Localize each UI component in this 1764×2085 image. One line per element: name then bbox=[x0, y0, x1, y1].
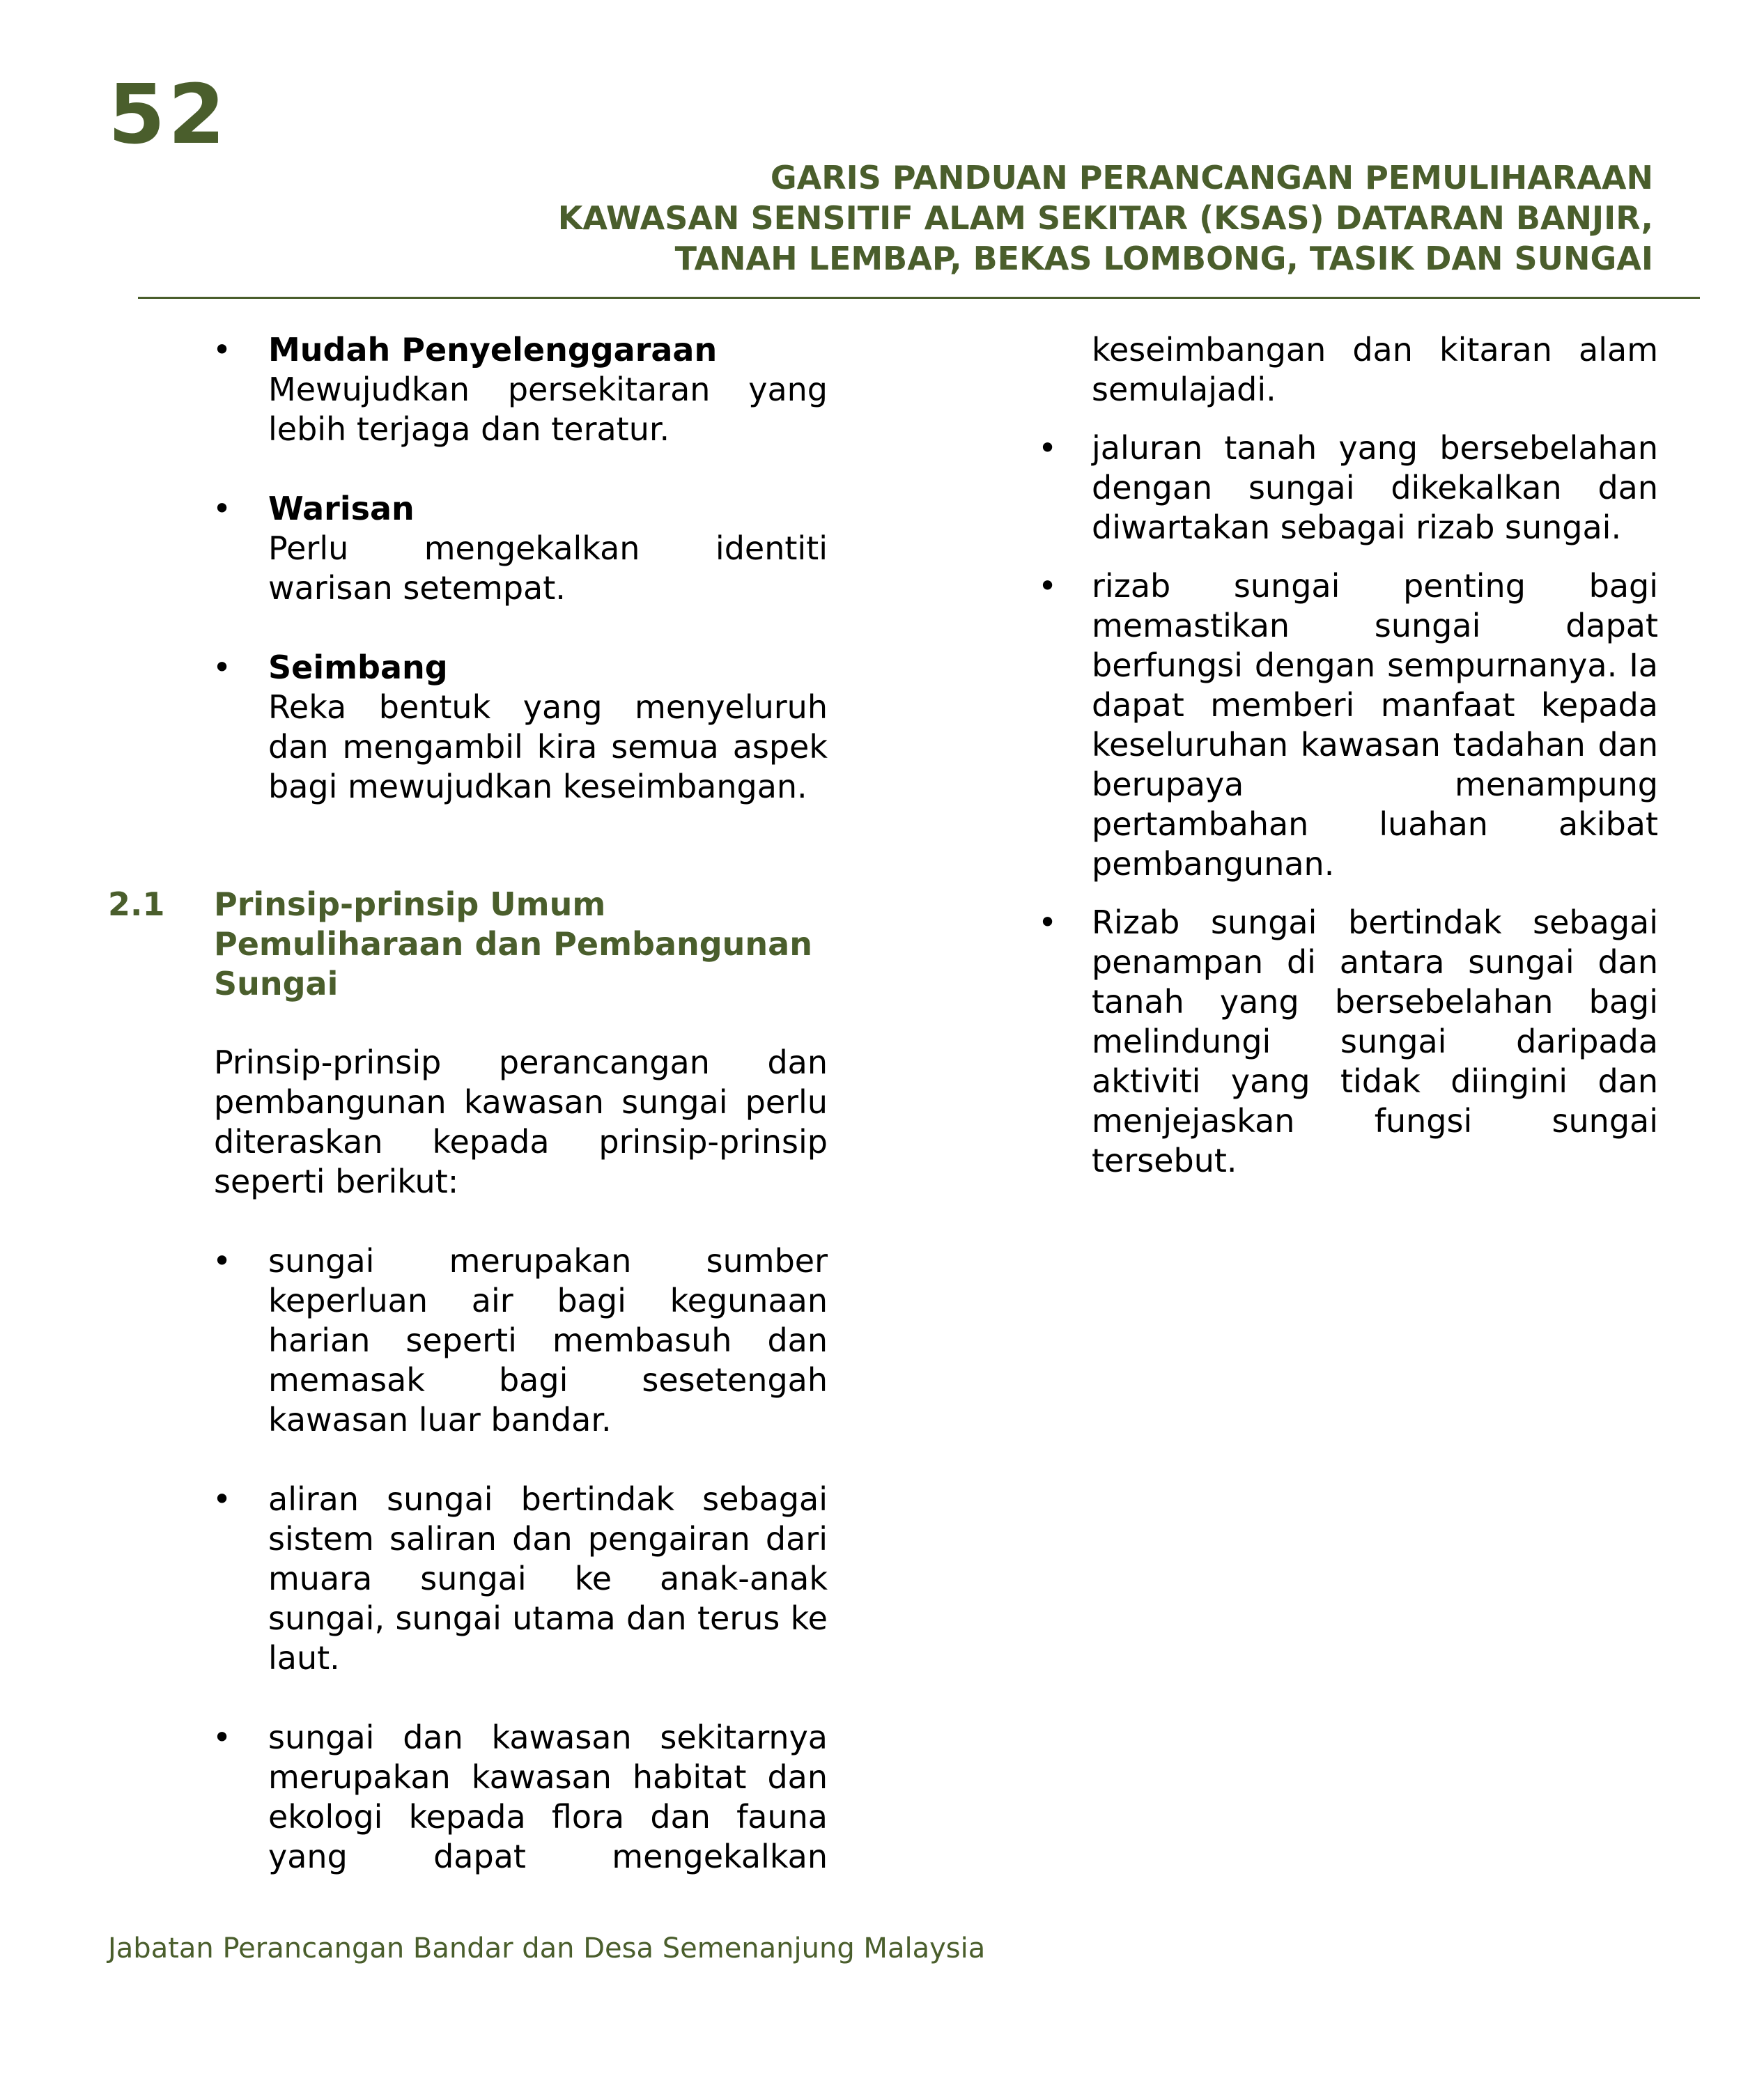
list-item bbox=[1038, 428, 1658, 548]
right-column bbox=[1038, 330, 1658, 1181]
bullet-icon: • bbox=[212, 1242, 232, 1280]
bullet-icon: • bbox=[1038, 904, 1058, 941]
list-item bbox=[1038, 566, 1658, 884]
list-item-text: sungai merupakan sumber keperluan air bagi kegunaan harian seperti membasuh dan memasak bagi sesetengah kawasan luar bandar. bbox=[268, 1242, 828, 1439]
list-item-continuation: keseimbangan dan kitaran alam semulajadi. bbox=[1092, 331, 1658, 408]
principle-item bbox=[108, 330, 828, 449]
document-title bbox=[330, 157, 1653, 279]
list-item-text: rizab sungai penting bagi memastikan sungai dapat berfungsi dengan sempurnanya. Ia dapat memberi manfaat kepada keseluruhan kawasan tadahan dan berupaya menampung pertambahan luahan akibat pembangunan. bbox=[1092, 567, 1658, 883]
document-title-line: KAWASAN SENSITIF ALAM SEKITAR (KSAS) DATARAN BANJIR, bbox=[557, 199, 1653, 237]
section-title: Prinsip-prinsip Umum Pemuliharaan dan Pembangunan Sungai bbox=[214, 885, 812, 1002]
left-column bbox=[108, 330, 828, 1877]
header-divider bbox=[138, 297, 1700, 299]
section-intro: Prinsip-prinsip perancangan dan pembangunan kawasan sungai perlu diteraskan kepada prinsip-prinsip seperti berikut: bbox=[214, 1044, 828, 1200]
list-item bbox=[108, 1480, 828, 1678]
list-item bbox=[1038, 903, 1658, 1181]
section-heading bbox=[108, 885, 828, 1004]
bullet-icon: • bbox=[212, 1719, 232, 1756]
principle-text: Perlu mengekalkan identiti warisan setempat. bbox=[268, 529, 828, 607]
principle-item bbox=[108, 489, 828, 608]
document-title-line: GARIS PANDUAN PERANCANGAN PEMULIHARAAN bbox=[770, 159, 1653, 196]
bullet-icon: • bbox=[1038, 429, 1058, 467]
page-footer: Jabatan Perancangan Bandar dan Desa Semenanjung Malaysia bbox=[108, 1932, 986, 1964]
list-item bbox=[108, 1718, 828, 1877]
section-number: 2.1 bbox=[108, 885, 165, 923]
list-item-text: Rizab sungai bertindak sebagai penampan di antara sungai dan tanah yang bersebelahan bagi melindungi sungai daripada aktiviti yang tidak diingini dan menjejaskan fungsi sungai tersebut. bbox=[1092, 904, 1658, 1179]
bullet-icon: • bbox=[1038, 567, 1058, 605]
list-item-text: sungai dan kawasan sekitarnya merupakan kawasan habitat dan ekologi kepada flora dan fauna yang dapat mengekalkan bbox=[268, 1719, 828, 1875]
bullet-icon: • bbox=[212, 490, 232, 527]
document-title-line: TANAH LEMBAP, BEKAS LOMBONG, TASIK DAN SUNGAI bbox=[674, 240, 1653, 277]
page-number: 52 bbox=[108, 66, 229, 162]
bullet-icon: • bbox=[212, 1480, 232, 1518]
principle-title: Warisan bbox=[268, 490, 415, 527]
principle-text: Reka bentuk yang menyeluruh dan mengambil kira semua aspek bagi mewujudkan keseimbangan. bbox=[268, 688, 828, 805]
principle-item bbox=[108, 648, 828, 807]
list-item bbox=[108, 1241, 828, 1440]
principle-title: Mudah Penyelenggaraan bbox=[268, 331, 718, 369]
list-item-text: aliran sungai bertindak sebagai sistem saliran dan pengairan dari muara sungai ke anak-anak sungai, sungai utama dan terus ke laut. bbox=[268, 1480, 828, 1677]
principle-text: Mewujudkan persekitaran yang lebih terjaga dan teratur. bbox=[268, 371, 828, 448]
principle-title: Seimbang bbox=[268, 649, 448, 686]
bullet-icon: • bbox=[212, 649, 232, 686]
bullet-icon: • bbox=[212, 331, 232, 369]
list-item-text: jaluran tanah yang bersebelahan dengan sungai dikekalkan dan diwartakan sebagai rizab sungai. bbox=[1092, 429, 1658, 546]
